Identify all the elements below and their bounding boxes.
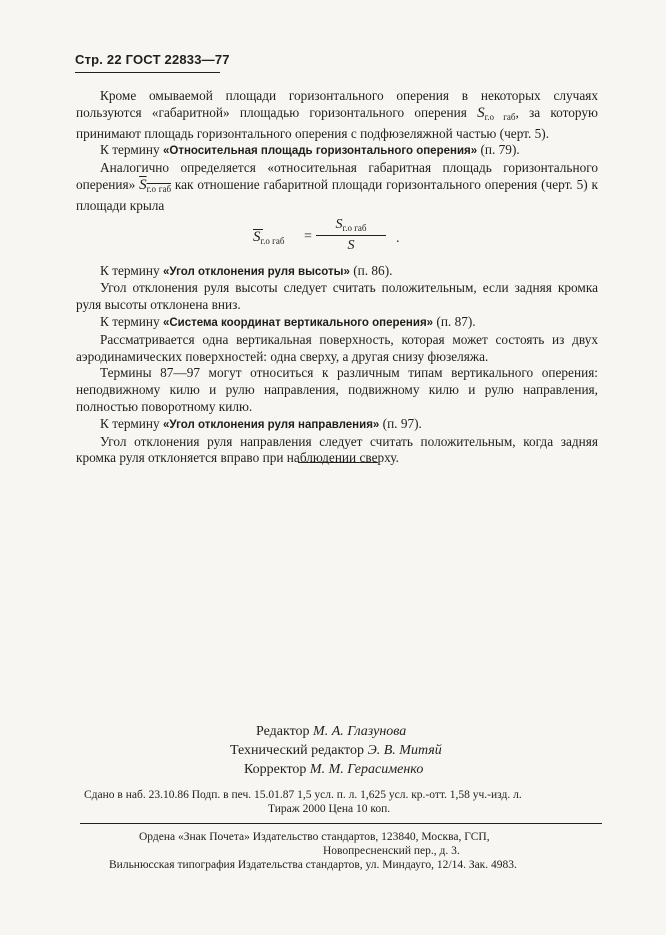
publisher-block [109,830,595,872]
paragraph-text: Кроме омываемой площади горизонтального оперения в некоторых случаях пользуются «габаритной» площадью горизонтального оперения [76,88,598,120]
imprint-rule [80,823,602,824]
imprint-print-run: Тираж 2000 Цена 10 коп. [268,803,391,815]
term-title: «Угол отклонения руля направления» [162,418,380,431]
formula-equals: = [304,228,312,244]
paragraph-vertical-surface: Рассматривается одна вертикальная поверхность, которая может состоять из двух аэродинамических поверхностей: одна сверху, а другая снизу фюзеляжа. [76,331,598,364]
formula-denominator: S [347,237,355,253]
header-underline [75,72,220,73]
formula-lhs: $S_{г.о габ}$ [253,228,285,246]
paragraph-rudder: Угол отклонения руля направления следует считать положительным, когда задняя кромка руля отклоняется вправо при наблюдении сверху. [76,433,598,466]
section-divider [298,462,378,463]
publisher-line: Ордена «Знак Почета» Издательство стандартов, 123840, Москва, ГСП, [139,831,490,843]
symbol-s: $S_{г.о габ}$ [477,104,516,122]
credit-tech-editor: Технический редактор Э. В. Митяй [230,743,442,758]
imprint-line: Сдано в наб. 23.10.86 Подп. в печ. 15.01.87 1,5 усл. п. л. 1,625 усл. кр.-отт. 1,58 уч.-изд. л. [84,789,522,801]
credit-editor: Редактор М. А. Глазунова [256,724,407,739]
page-header: Стр. 22 ГОСТ 22833—77 [75,52,230,67]
paragraph-term-ref: К термину «Относительная площадь горизонтального оперения» (п. 79). [100,142,520,158]
credits-block [230,722,490,779]
formula-fraction [316,217,386,255]
term-title: «Система координат вертикального оперения» [162,316,434,329]
formula-end: . [396,230,400,246]
symbol-s-bar: $S_{г.о габ}$ [139,176,172,194]
formula [76,216,598,259]
paragraph-text: , за которую принимают площадь горизонтального оперения с подфюзеляжной частью (черт. 5). [76,104,598,141]
paragraph-gabarit-area [76,88,598,142]
formula-numerator: $S_{г.о габ}$ [335,216,367,233]
printing-house: Вильнюсская типография Издательства стандартов, ул. Миндауго, 12/14. Зак. 4983. [109,859,517,871]
paragraph-elevator: Угол отклонения руля высоты следует считать положительным, если задняя кромка руля высоты отклонена вниз. [76,280,598,313]
paragraph-term-ref: К термину «Система координат вертикального оперения» (п. 87). [100,313,476,329]
publisher-address: Новопресненский пер., д. 3. [323,845,460,857]
fraction-line [316,235,386,236]
paragraph-relative-area: Аналогично определяется «относительная габаритная площадь горизонтального оперения» $S_{г.о габ}$ как отношение габаритной площади горизонтального оперения (черт. 5) к площади крыла [76,160,598,213]
body-text [76,88,598,467]
paragraph-term-ref: К термину «Угол отклонения руля направления» (п. 97). [100,415,422,431]
paragraph-terms-87-97: Термины 87—97 могут относиться к различным типам вертикального оперения: неподвижному килю и рулю направления, подвижному килю и рулю направления, полностью поворотному килю. [76,365,598,414]
credit-proofreader: Корректор М. М. Герасименко [244,762,424,777]
paragraph-term-ref: К термину «Угол отклонения руля высоты» (п. 86). [100,262,393,278]
term-title: «Относительная площадь горизонтального оперения» [162,145,478,158]
term-title: «Угол отклонения руля высоты» [162,265,350,278]
